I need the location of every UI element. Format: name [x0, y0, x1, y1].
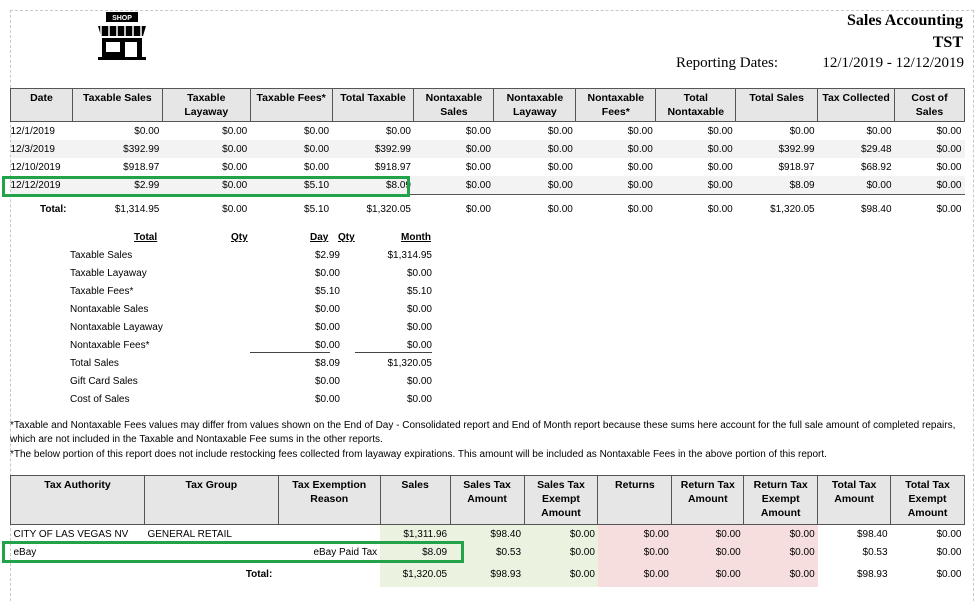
summary-row: [60, 358, 440, 376]
summary-divider: [355, 352, 432, 353]
col-header: Total Nontaxable: [656, 89, 736, 122]
total-cell: $0.00: [524, 561, 598, 587]
summary-month: $1,320.05: [387, 358, 432, 369]
table-cell: $918.97: [778, 161, 815, 173]
table-cell: 12/3/2019: [11, 140, 73, 158]
table-cell: $0.00: [162, 140, 250, 158]
table-cell: $98.40: [450, 525, 524, 544]
table-cell: 12/12/2019: [11, 176, 73, 195]
total-cell: $1,320.05: [736, 195, 818, 224]
table-cell: $0.00: [789, 125, 815, 137]
total-row: [11, 195, 965, 224]
summary-day: $0.00: [314, 322, 340, 333]
col-header: Date: [11, 89, 73, 122]
table-cell: eBay: [13, 546, 37, 558]
table-cell: GENERAL RETAIL: [147, 528, 232, 540]
table-cell: $0.00: [936, 161, 962, 173]
table-cell: $392.99: [332, 140, 414, 158]
total-cell: $98.93: [856, 568, 888, 580]
tax-table: [10, 475, 965, 587]
table-cell: CITY OF LAS VEGAS NV: [13, 528, 129, 540]
table-cell: $0.00: [627, 161, 653, 173]
table-cell: $0.00: [656, 176, 736, 195]
sales-table: [10, 88, 965, 223]
summary-divider: [250, 352, 330, 353]
table-cell: 12/10/2019: [10, 161, 61, 173]
table-cell: 12/1/2019: [10, 125, 55, 137]
table-cell: $0.00: [936, 125, 962, 137]
summary-day: $2.99: [314, 250, 340, 261]
table-cell: $0.00: [744, 543, 818, 561]
col-header: Sales Tax Exempt Amount: [524, 476, 598, 525]
table-cell: $0.00: [494, 176, 576, 195]
total-cell: [11, 561, 145, 587]
table-cell: $0.00: [895, 176, 965, 195]
table-cell: $0.00: [576, 176, 656, 195]
summary-label: Nontaxable Layaway: [70, 322, 163, 333]
summary-label: Cost of Sales: [70, 394, 130, 405]
col-header: Tax Authority: [11, 476, 145, 525]
table-cell: $0.53: [862, 546, 888, 558]
col-header: Tax Group: [144, 476, 278, 525]
table-row: [11, 158, 965, 176]
col-header: Taxable Layaway: [162, 89, 250, 122]
table-cell: $0.00: [627, 125, 653, 137]
summary-month: $0.00: [406, 340, 432, 351]
table-cell: $0.00: [547, 161, 573, 173]
summary-day: $0.00: [314, 304, 340, 315]
table-cell: $0.00: [304, 161, 330, 173]
total-cell: $0.00: [598, 561, 672, 587]
summary-month: $0.00: [406, 394, 432, 405]
table-cell: $0.00: [598, 543, 672, 561]
col-header: Total Sales: [736, 89, 818, 122]
table-cell: $0.00: [524, 525, 598, 544]
summary-label: Taxable Sales: [70, 250, 133, 261]
summary-day: $0.00: [314, 376, 340, 387]
total-cell: $1,314.95: [72, 195, 162, 224]
total-cell: $0.00: [936, 568, 962, 580]
shop-icon: [96, 10, 148, 62]
reporting-label: Reporting Dates:: [676, 55, 779, 71]
summary-header-month: Month: [401, 232, 431, 243]
table-cell: $8.09: [380, 543, 450, 561]
summary-label: Taxable Layaway: [70, 268, 147, 279]
total-cell: $1,320.05: [332, 195, 414, 224]
table-cell: $5.10: [250, 176, 332, 195]
table-cell: $0.00: [524, 543, 598, 561]
table-cell: $0.00: [162, 176, 250, 195]
table-cell: $0.00: [744, 525, 818, 544]
layaway-note: *The below portion of this report does not include restocking fees collected from layaway expirations. This amount will be included as Nontaxable Fees in the above portion of this report.: [10, 449, 827, 460]
table-cell: $0.00: [672, 525, 744, 544]
summary-day: $0.00: [314, 340, 340, 351]
table-cell: $8.09: [332, 176, 414, 195]
col-header: Tax Collected: [818, 89, 895, 122]
table-row: [11, 140, 965, 158]
col-header: Cost of Sales: [895, 89, 965, 122]
table-cell: $0.00: [134, 125, 160, 137]
summary-day: $0.00: [314, 394, 340, 405]
col-header: Sales Tax Amount: [450, 476, 524, 525]
summary-row: [60, 250, 440, 268]
col-header: Return Tax Amount: [672, 476, 744, 525]
total-row: [11, 561, 965, 587]
col-header: Taxable Sales: [72, 89, 162, 122]
table-cell: $0.53: [450, 543, 524, 561]
summary-row: [60, 286, 440, 304]
total-cell: $0.00: [656, 195, 736, 224]
table-cell: $0.00: [707, 161, 733, 173]
highlight-box: [2, 176, 410, 197]
table-cell: $8.09: [736, 176, 818, 195]
total-cell: [278, 561, 380, 587]
table-cell: $918.97: [374, 161, 411, 173]
table-cell: $0.00: [222, 161, 248, 173]
summary-day: $0.00: [314, 268, 340, 279]
table-cell: $29.48: [818, 140, 895, 158]
col-header: Nontaxable Layaway: [494, 89, 576, 122]
table-cell: $0.00: [818, 176, 895, 195]
col-header: Nontaxable Fees*: [576, 89, 656, 122]
total-cell: $0.00: [672, 561, 744, 587]
summary-header-qty: Qty: [338, 232, 355, 243]
reporting-dates: 12/1/2019 - 12/12/2019: [822, 55, 964, 71]
table-cell: $0.00: [465, 125, 491, 137]
table-cell: $0.00: [656, 140, 736, 158]
col-header: Sales: [380, 476, 450, 525]
summary-header-qty: Qty: [231, 232, 248, 243]
summary-label: Nontaxable Fees*: [70, 340, 150, 351]
table-row: [11, 122, 965, 141]
table-cell: $0.00: [547, 125, 573, 137]
total-cell: $0.00: [744, 561, 818, 587]
fees-note: *Taxable and Nontaxable Fees values may differ from values shown on the End of Day - Consolidated report and End of Month report because these sums here account for the full sale amount of completed repairs, which are not included in the Taxable and Nontaxable Fee sums in the other reports.: [10, 420, 956, 445]
total-cell: $0.00: [576, 195, 656, 224]
summary-day: $5.10: [314, 286, 340, 297]
table-cell: $0.00: [414, 140, 494, 158]
total-cell: Total:: [245, 568, 273, 580]
table-cell: $918.97: [123, 161, 160, 173]
table-cell: $0.00: [250, 140, 332, 158]
summary-day: $8.09: [314, 358, 340, 369]
total-cell: $98.40: [818, 195, 895, 224]
summary-row: [60, 268, 440, 286]
table-cell: $0.00: [576, 140, 656, 158]
table-cell: $0.00: [707, 125, 733, 137]
summary-month: $5.10: [406, 286, 432, 297]
summary-label: Nontaxable Sales: [70, 304, 149, 315]
total-cell: $0.00: [895, 195, 965, 224]
summary-label: Gift Card Sales: [70, 376, 138, 387]
summary-label: Total Sales: [70, 358, 119, 369]
table-cell: $0.00: [385, 125, 411, 137]
summary-header-day: Day: [310, 232, 329, 243]
table-cell: $0.00: [304, 125, 330, 137]
summary-month: $1,314.95: [387, 250, 432, 261]
table-cell: $0.00: [465, 161, 491, 173]
table-cell: $0.00: [936, 546, 962, 558]
table-cell: $0.00: [895, 140, 965, 158]
col-header: Return Tax Exempt Amount: [744, 476, 818, 525]
table-cell: $0.00: [414, 176, 494, 195]
table-cell: $2.99: [72, 176, 162, 195]
store-code: TST: [932, 34, 963, 51]
table-cell: $0.00: [598, 525, 672, 544]
summary-label: Taxable Fees*: [70, 286, 134, 297]
summary-month: $0.00: [406, 376, 432, 387]
summary-month: $0.00: [406, 322, 432, 333]
table-cell: $68.92: [860, 161, 892, 173]
total-cell: $1,320.05: [380, 561, 450, 587]
total-cell: $98.93: [450, 561, 524, 587]
table-cell: $392.99: [736, 140, 818, 158]
summary-header-total: Total: [134, 232, 158, 243]
summary-row: [60, 322, 440, 340]
table-cell: $98.40: [856, 528, 888, 540]
summary-row: [60, 376, 440, 394]
table-cell: $1,311.96: [380, 525, 450, 544]
highlight-box: [2, 541, 464, 563]
col-header: Returns: [598, 476, 672, 525]
col-header: Nontaxable Sales: [414, 89, 494, 122]
table-cell: $0.00: [866, 125, 892, 137]
col-header: Total Tax Exempt Amount: [891, 476, 965, 525]
summary-month: $0.00: [406, 304, 432, 315]
total-cell: $0.00: [494, 195, 576, 224]
table-cell: $0.00: [222, 125, 248, 137]
table-cell: $0.00: [494, 140, 576, 158]
summary-row: [60, 394, 440, 412]
total-cell: $0.00: [414, 195, 494, 224]
logo-text: SHOP: [112, 15, 132, 22]
total-cell: $5.10: [250, 195, 332, 224]
col-header: Total Tax Amount: [818, 476, 891, 525]
summary-month: $0.00: [406, 268, 432, 279]
total-cell: $0.00: [162, 195, 250, 224]
col-header: Total Taxable: [332, 89, 414, 122]
summary-row: [60, 304, 440, 322]
table-cell: $392.99: [72, 140, 162, 158]
total-cell: Total:: [11, 195, 73, 224]
col-header: Tax Exemption Reason: [278, 476, 380, 525]
summary-row: [60, 340, 440, 358]
table-cell: $0.00: [936, 528, 962, 540]
table-cell: $0.00: [672, 543, 744, 561]
col-header: Taxable Fees*: [250, 89, 332, 122]
table-cell: eBay Paid Tax: [313, 546, 378, 558]
report-title: Sales Accounting: [846, 12, 963, 29]
